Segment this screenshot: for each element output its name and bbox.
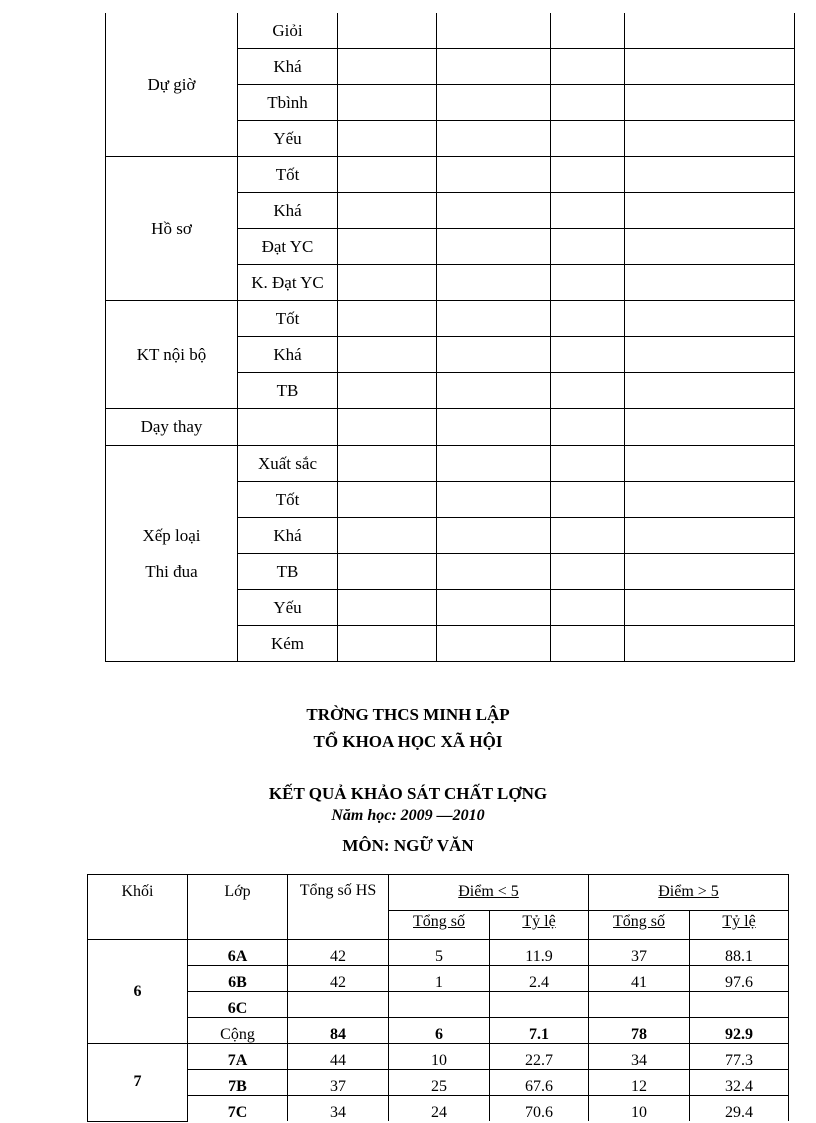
evaluation-level: TB xyxy=(238,554,338,590)
header-below-count-label: Tổng số xyxy=(413,913,465,930)
above-rate-cell: 92.9 xyxy=(690,1018,789,1044)
grade-cell: 7 xyxy=(88,1044,188,1122)
results-table xyxy=(87,874,789,1122)
evaluation-category xyxy=(106,446,238,662)
below-count-cell: 1 xyxy=(389,966,490,992)
evaluation-blank-cell xyxy=(625,85,795,121)
evaluation-blank-cell xyxy=(338,482,437,518)
below-count-cell xyxy=(389,992,490,1018)
evaluation-blank-cell xyxy=(551,13,625,49)
result-row xyxy=(88,1018,789,1044)
class-cell: 6B xyxy=(188,966,288,992)
evaluation-blank-cell xyxy=(625,409,795,446)
evaluation-blank-cell xyxy=(625,193,795,229)
evaluation-blank-cell xyxy=(551,157,625,193)
header-above-rate-label: Tỷ lệ xyxy=(722,913,756,930)
evaluation-row xyxy=(106,446,795,482)
evaluation-level: Tbình xyxy=(238,85,338,121)
header-below-rate-label: Tỷ lệ xyxy=(522,913,556,930)
result-row xyxy=(88,940,789,966)
evaluation-blank-cell xyxy=(625,265,795,301)
header-class: Lớp xyxy=(188,875,288,940)
evaluation-category-label: Dạy thay xyxy=(140,417,203,436)
evaluation-blank-cell xyxy=(551,373,625,409)
above-count-cell: 41 xyxy=(589,966,690,992)
evaluation-blank-cell xyxy=(551,337,625,373)
header-below-5 xyxy=(389,875,589,911)
total-students-cell: 42 xyxy=(288,966,389,992)
evaluation-blank-cell xyxy=(625,626,795,662)
evaluation-blank-cell xyxy=(338,373,437,409)
evaluation-level: Tốt xyxy=(238,157,338,193)
class-cell: 7C xyxy=(188,1096,288,1122)
evaluation-row xyxy=(106,13,795,49)
evaluation-blank-cell xyxy=(338,337,437,373)
above-rate-cell: 97.6 xyxy=(690,966,789,992)
above-count-cell: 78 xyxy=(589,1018,690,1044)
total-students-cell: 37 xyxy=(288,1070,389,1096)
evaluation-blank-cell xyxy=(625,157,795,193)
evaluation-blank-cell xyxy=(437,301,551,337)
evaluation-category-label: KT nội bộ xyxy=(136,344,207,364)
below-rate-cell: 67.6 xyxy=(490,1070,589,1096)
class-cell: 6A xyxy=(188,940,288,966)
evaluation-blank-cell xyxy=(625,13,795,49)
above-rate-cell: 88.1 xyxy=(690,940,789,966)
evaluation-blank-cell xyxy=(437,626,551,662)
evaluation-blank-cell xyxy=(338,590,437,626)
evaluation-category xyxy=(106,157,238,301)
header-above-5-label: Điểm > 5 xyxy=(658,883,719,900)
evaluation-blank-cell xyxy=(551,301,625,337)
evaluation-blank-cell xyxy=(338,301,437,337)
class-cell: 6C xyxy=(188,992,288,1018)
above-rate-cell: 32.4 xyxy=(690,1070,789,1096)
below-rate-cell: 11.9 xyxy=(490,940,589,966)
evaluation-level: Khá xyxy=(238,49,338,85)
header-above-count xyxy=(589,911,690,940)
grade-cell: 6 xyxy=(88,940,188,1044)
evaluation-blank-cell xyxy=(437,373,551,409)
evaluation-level: Giỏi xyxy=(238,13,338,49)
evaluation-level xyxy=(238,409,338,446)
evaluation-category xyxy=(106,13,238,157)
total-students-cell: 44 xyxy=(288,1044,389,1070)
evaluation-blank-cell xyxy=(625,373,795,409)
evaluation-blank-cell xyxy=(551,229,625,265)
evaluation-blank-cell xyxy=(625,49,795,85)
below-rate-cell: 22.7 xyxy=(490,1044,589,1070)
evaluation-level: K. Đạt YC xyxy=(238,265,338,301)
evaluation-blank-cell xyxy=(551,49,625,85)
evaluation-blank-cell xyxy=(437,446,551,482)
class-cell: 7B xyxy=(188,1070,288,1096)
below-count-cell: 24 xyxy=(389,1096,490,1122)
report-title: KẾT QUẢ KHẢO SÁT CHẤT LỢNG xyxy=(268,784,548,803)
evaluation-level: Yếu xyxy=(238,590,338,626)
above-rate-cell xyxy=(690,992,789,1018)
evaluation-blank-cell xyxy=(338,554,437,590)
below-rate-cell: 7.1 xyxy=(490,1018,589,1044)
evaluation-blank-cell xyxy=(338,85,437,121)
result-row xyxy=(88,1044,789,1070)
header-grade: Khối xyxy=(88,875,188,940)
below-count-cell: 5 xyxy=(389,940,490,966)
above-rate-cell: 29.4 xyxy=(690,1096,789,1122)
evaluation-blank-cell xyxy=(551,446,625,482)
total-students-cell: 42 xyxy=(288,940,389,966)
above-count-cell xyxy=(589,992,690,1018)
evaluation-blank-cell xyxy=(338,409,437,446)
evaluation-blank-cell xyxy=(625,518,795,554)
evaluation-category-label: Xếp loại xyxy=(142,525,201,545)
evaluation-blank-cell xyxy=(437,554,551,590)
evaluation-row xyxy=(106,301,795,337)
evaluation-blank-cell xyxy=(338,265,437,301)
evaluation-blank-cell xyxy=(338,13,437,49)
evaluation-blank-cell xyxy=(551,409,625,446)
header-total-students: Tổng số HS xyxy=(288,875,389,940)
evaluation-blank-cell xyxy=(551,590,625,626)
school-name: TRỜNG THCS MINH LẬP xyxy=(306,705,510,724)
evaluation-blank-cell xyxy=(625,482,795,518)
below-count-cell: 10 xyxy=(389,1044,490,1070)
evaluation-blank-cell xyxy=(437,49,551,85)
evaluation-blank-cell xyxy=(437,193,551,229)
below-count-cell: 25 xyxy=(389,1070,490,1096)
evaluation-level: Đạt YC xyxy=(238,229,338,265)
below-count-cell: 6 xyxy=(389,1018,490,1044)
evaluation-blank-cell xyxy=(437,590,551,626)
department-name: TỔ KHOA HỌC XÃ HỘI xyxy=(313,732,503,751)
evaluation-category-label: Hồ sơ xyxy=(151,218,192,238)
evaluation-level: Kém xyxy=(238,626,338,662)
evaluation-blank-cell xyxy=(437,409,551,446)
evaluation-blank-cell xyxy=(338,446,437,482)
result-row xyxy=(88,992,789,1018)
results-table-body xyxy=(88,875,789,1122)
evaluation-blank-cell xyxy=(437,157,551,193)
class-cell: 7A xyxy=(188,1044,288,1070)
evaluation-blank-cell xyxy=(437,13,551,49)
school-year: Năm học: 2009 —2010 xyxy=(331,807,485,824)
header-above-count-label: Tổng số xyxy=(613,913,666,930)
evaluation-level: Khá xyxy=(238,193,338,229)
evaluation-blank-cell xyxy=(551,265,625,301)
evaluation-blank-cell xyxy=(625,590,795,626)
above-count-cell: 34 xyxy=(589,1044,690,1070)
evaluation-blank-cell xyxy=(437,229,551,265)
evaluation-level: Khá xyxy=(238,337,338,373)
below-rate-cell: 2.4 xyxy=(490,966,589,992)
evaluation-blank-cell xyxy=(437,482,551,518)
evaluation-category xyxy=(106,301,238,409)
evaluation-table-body xyxy=(106,13,795,662)
evaluation-blank-cell xyxy=(625,229,795,265)
evaluation-row xyxy=(106,409,795,446)
total-students-cell: 34 xyxy=(288,1096,389,1122)
above-count-cell: 12 xyxy=(589,1070,690,1096)
evaluation-blank-cell xyxy=(338,157,437,193)
evaluation-level: Khá xyxy=(238,518,338,554)
above-count-cell: 10 xyxy=(589,1096,690,1122)
evaluation-blank-cell xyxy=(551,518,625,554)
evaluation-blank-cell xyxy=(551,626,625,662)
class-cell: Cộng xyxy=(188,1018,288,1044)
header-below-count xyxy=(389,911,490,940)
evaluation-blank-cell xyxy=(437,265,551,301)
evaluation-blank-cell xyxy=(338,121,437,157)
evaluation-blank-cell xyxy=(551,193,625,229)
evaluation-blank-cell xyxy=(551,554,625,590)
subject-title: MÔN: NGỮ VĂN xyxy=(342,836,474,855)
header-below-rate xyxy=(490,911,589,940)
evaluation-blank-cell xyxy=(625,121,795,157)
evaluation-blank-cell xyxy=(625,301,795,337)
evaluation-blank-cell xyxy=(625,446,795,482)
above-count-cell: 37 xyxy=(589,940,690,966)
header-below-5-label: Điểm < 5 xyxy=(458,883,519,900)
evaluation-blank-cell xyxy=(338,518,437,554)
evaluation-blank-cell xyxy=(338,229,437,265)
evaluation-blank-cell xyxy=(551,85,625,121)
evaluation-blank-cell xyxy=(551,482,625,518)
result-row xyxy=(88,966,789,992)
below-rate-cell: 70.6 xyxy=(490,1096,589,1122)
result-row xyxy=(88,1070,789,1096)
evaluation-blank-cell xyxy=(437,518,551,554)
below-rate-cell xyxy=(490,992,589,1018)
evaluation-blank-cell xyxy=(338,193,437,229)
evaluation-blank-cell xyxy=(551,121,625,157)
evaluation-row xyxy=(106,157,795,193)
evaluation-category-label: Thi đua xyxy=(145,561,198,581)
evaluation-blank-cell xyxy=(437,337,551,373)
total-students-cell: 84 xyxy=(288,1018,389,1044)
evaluation-level: Tốt xyxy=(238,301,338,337)
header-above-rate xyxy=(690,911,789,940)
evaluation-category-label: Dự giờ xyxy=(147,74,196,94)
evaluation-level: Xuất sắc xyxy=(238,446,338,482)
evaluation-level: Yếu xyxy=(238,121,338,157)
evaluation-blank-cell xyxy=(437,85,551,121)
above-rate-cell: 77.3 xyxy=(690,1044,789,1070)
result-row xyxy=(88,1096,789,1122)
evaluation-blank-cell xyxy=(625,337,795,373)
results-header-row xyxy=(88,875,789,911)
evaluation-blank-cell xyxy=(338,626,437,662)
evaluation-blank-cell xyxy=(338,49,437,85)
evaluation-level: TB xyxy=(238,373,338,409)
evaluation-blank-cell xyxy=(625,554,795,590)
evaluation-level: Tốt xyxy=(238,482,338,518)
header-above-5 xyxy=(589,875,789,911)
evaluation-table xyxy=(105,13,795,662)
evaluation-blank-cell xyxy=(437,121,551,157)
evaluation-category xyxy=(106,409,238,446)
total-students-cell xyxy=(288,992,389,1018)
